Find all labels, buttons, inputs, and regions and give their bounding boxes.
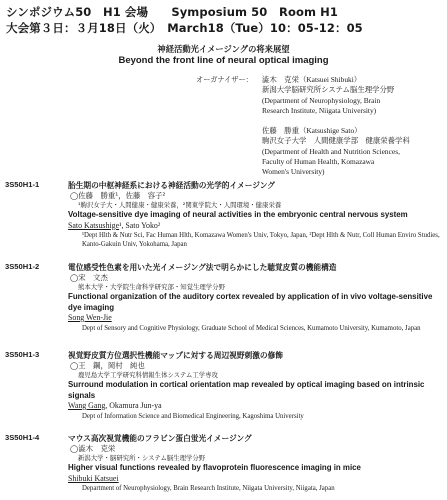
session-id: 3S50H1-3 (5, 350, 40, 359)
session-title-jp: 視覚野皮質方位選択性機能マップに対する周辺視野刺激の修飾 (68, 351, 283, 360)
session-authors-en (68, 474, 440, 485)
session-affiliation-en: Dept of Information Science and Biomedical Engineering, Kagoshima University (82, 412, 304, 420)
session-affiliation-jp: 熊本大学・大学院生命科学研究部・知覚生理学分野 (78, 283, 225, 291)
presenter-name: Shibuki Katsuei (68, 473, 119, 483)
session-id: 3S50H1-1 (5, 180, 40, 189)
session-id: 3S50H1-4 (5, 433, 40, 442)
organizer-2-name: 佐藤 勝重（Katsushige Sato） (262, 126, 362, 135)
organizer-label: オーガナイザー： (196, 75, 253, 84)
session-title-jp: マウス高次視覚機能のフラビン蛋白蛍光イメージング (68, 434, 252, 443)
session-body (68, 433, 440, 493)
session-affiliation-jp: 鹿児島大学工学研究科情報生体システム工学専攻 (78, 371, 218, 379)
symposium-title-en: Beyond the front line of neural optical imaging (118, 55, 329, 66)
organizer-2-affil-line: 駒沢女子大学 人間健康学部 健康栄養学科 (262, 136, 410, 146)
session-title-jp: 胎生期の中枢神経系における神経活動の光学的イメージング (68, 181, 275, 190)
presenter-name: Sato Katsushige (68, 220, 120, 230)
session-affiliation-en: ¹Dept Hlth & Nutr Sci, Fac Human Hlth, Komazawa Women's Univ, Tokyo, Japan, ²Dept Hlth & Nutr, Coll Human Enviro Studies, Kanto-Gakuin Univ, Yokohama, Japan (82, 232, 440, 249)
organizer-1-affil-line: 新潟大学脳研究所システム脳生理学分野 (262, 85, 395, 95)
organizer-2-affil-line: (Department of Health and Nutrition Sciences, (262, 146, 400, 156)
session-authors-en (68, 401, 440, 412)
session-authors-jp: ◯佐藤 勝重¹，佐藤 容子² (70, 191, 166, 200)
session-title-jp: 電位感受性色素を用いた光イメージング法で明らかにした聴覚皮質の機能構造 (68, 263, 337, 272)
coauthor-names: , Okamura Jun-ya (105, 401, 162, 410)
session-title-en: Voltage-sensitive dye imaging of neural activities in the embryonic central nervous system (68, 210, 408, 219)
organizer-2-affil-line: Women's University) (262, 167, 325, 177)
session-affiliation-en: Department of Neurophysiology, Brain Research Institute, Niigata University, Niigata, Japan (82, 485, 335, 492)
session-affiliation-jp: ¹駒沢女子大・人間健康・健康栄養，²関東学院大・人間環境・健康栄養 (78, 201, 282, 209)
session-affiliation-jp: 新潟大学・脳研究所・システム脳生理学分野 (78, 454, 206, 462)
session-body (68, 350, 440, 421)
session-body (68, 180, 440, 250)
organizer-2-affil-line: Faculty of Human Health, Komazawa (262, 156, 375, 166)
session-authors-jp: ◯王 鋼，岡村 純也 (70, 361, 145, 370)
organizer-1-affil-line: (Department of Neurophysiology, Brain (262, 95, 381, 105)
session-title-en: Surround modulation in cortical orientation map revealed by optical imaging based on intrinsic signals (68, 380, 425, 400)
presenter-name: Wang Gang (68, 401, 106, 410)
symposium-room-header: シンポジウム50 H1 会場 Symposium 50 Room H1 (6, 5, 338, 19)
session-title-en: Functional organization of the auditory cortex revealed by application of in vivo voltage-sensitive dye imaging (68, 292, 433, 312)
organizer-1-affil-line: Research Institute, Niigata University) (262, 105, 377, 115)
session-body (68, 262, 440, 333)
organizer-1 (262, 75, 394, 116)
organizer-2 (262, 126, 410, 177)
session-authors-en (68, 221, 440, 232)
session-authors-jp: ◯宋 文杰 (70, 273, 108, 282)
coauthor-names: ¹, Sato Yoko² (119, 220, 161, 230)
symposium-date-header: 大会第３日：３月18日（火） March18（Tue）10：05-12：05 (6, 21, 363, 35)
session-affiliation-en: Dept of Sensory and Cognitive Physiology, Graduate School of Medical Sciences, Kumamoto University, Kumamoto, Japan (82, 324, 421, 332)
session-authors-jp: ◯澁木 克栄 (70, 444, 116, 453)
session-authors-en (68, 313, 440, 324)
session-title-en: Higher visual functions revealed by flavoprotein fluorescence imaging in mice (68, 463, 361, 472)
presenter-name: Song Wen-Jie (68, 313, 112, 322)
symposium-title-jp: 神経活動光イメージングの将来展望 (157, 44, 290, 54)
session-id: 3S50H1-2 (5, 262, 40, 271)
organizer-1-name: 澁木 克栄（Katsuei Shibuki） (262, 75, 362, 84)
